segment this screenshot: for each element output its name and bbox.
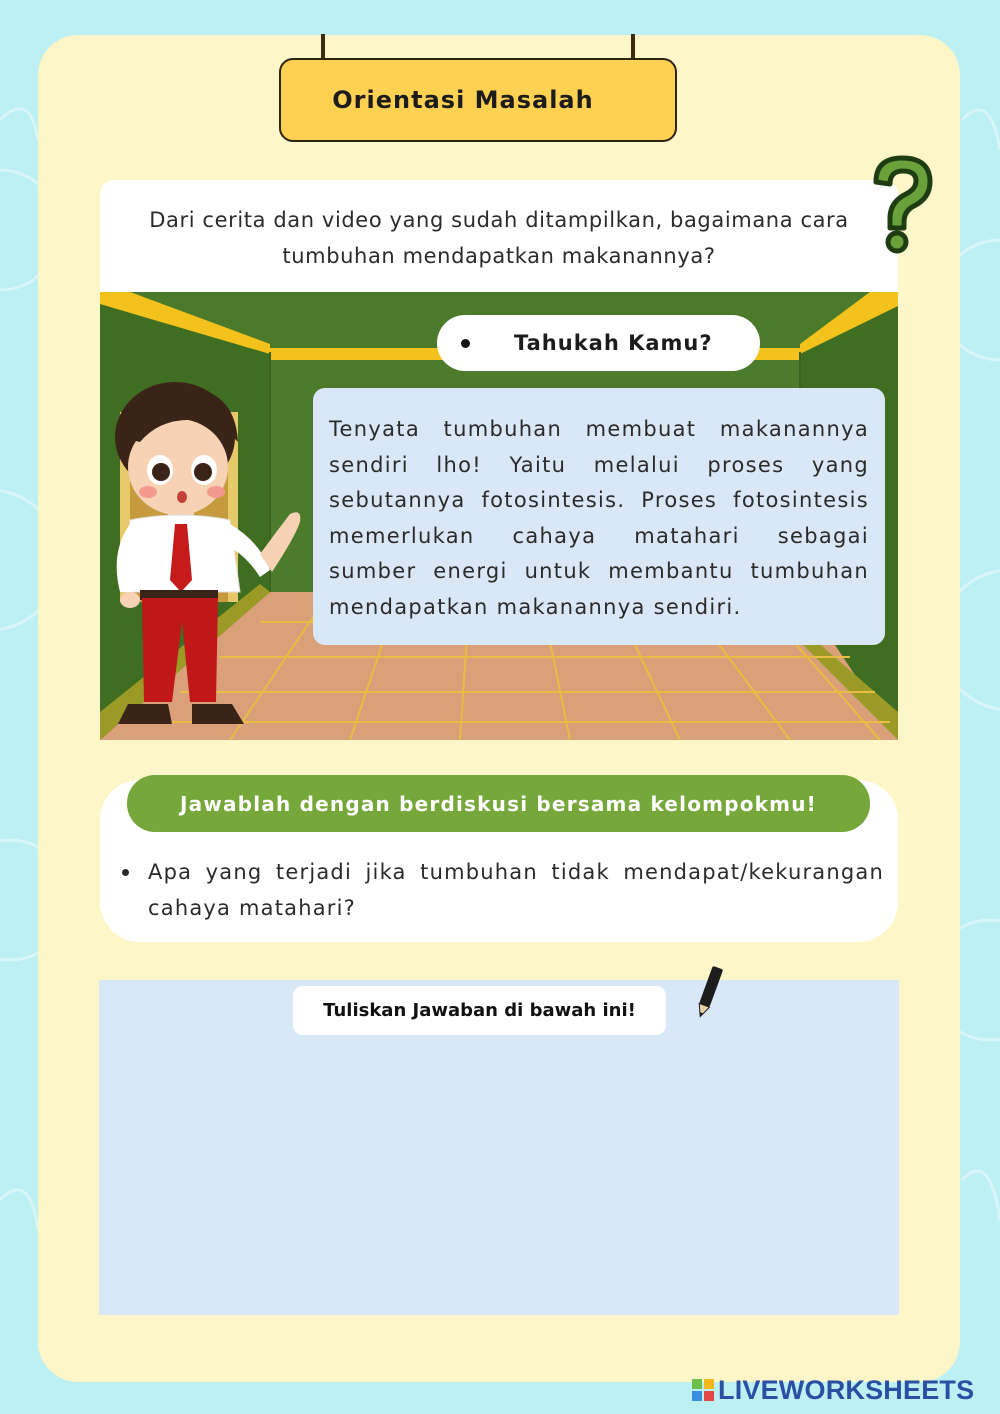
discussion-banner: Jawablah dengan berdiskusi bersama kelompokmu! <box>127 775 870 832</box>
liveworksheets-badge-icon <box>692 1379 714 1401</box>
question-text: Dari cerita dan video yang sudah ditampilkan, bagaimana cara tumbuhan mendapatkan makanannya? <box>100 180 898 292</box>
pencil-icon <box>692 962 726 1020</box>
discussion-item <box>122 854 884 926</box>
discussion-item-text: Apa yang terjadi jika tumbuhan tidak mendapat/kekurangan cahaya matahari? <box>148 860 884 920</box>
question-mark-icon <box>860 150 940 260</box>
fact-heading-label: Tahukah Kamu? <box>514 331 713 355</box>
fact-body: Tenyata tumbuhan membuat makanannya sendiri lho! Yaitu melalui proses yang sebutannya fotosintesis. Proses fotosintesis memerlukan cahaya matahari sebagai sumber energi untuk membantu tumbuhan mendapatkan makanannya sendiri. <box>313 388 885 645</box>
page-title: Orientasi Masalah <box>279 58 677 142</box>
answer-label: Tuliskan Jawaban di bawah ini! <box>293 986 666 1035</box>
fact-heading <box>437 315 760 371</box>
liveworksheets-logo <box>692 1373 974 1407</box>
bullet-dot <box>122 869 129 876</box>
bullet-dot <box>461 339 470 348</box>
brand-name: LIVEWORKSHEETS <box>718 1374 975 1405</box>
